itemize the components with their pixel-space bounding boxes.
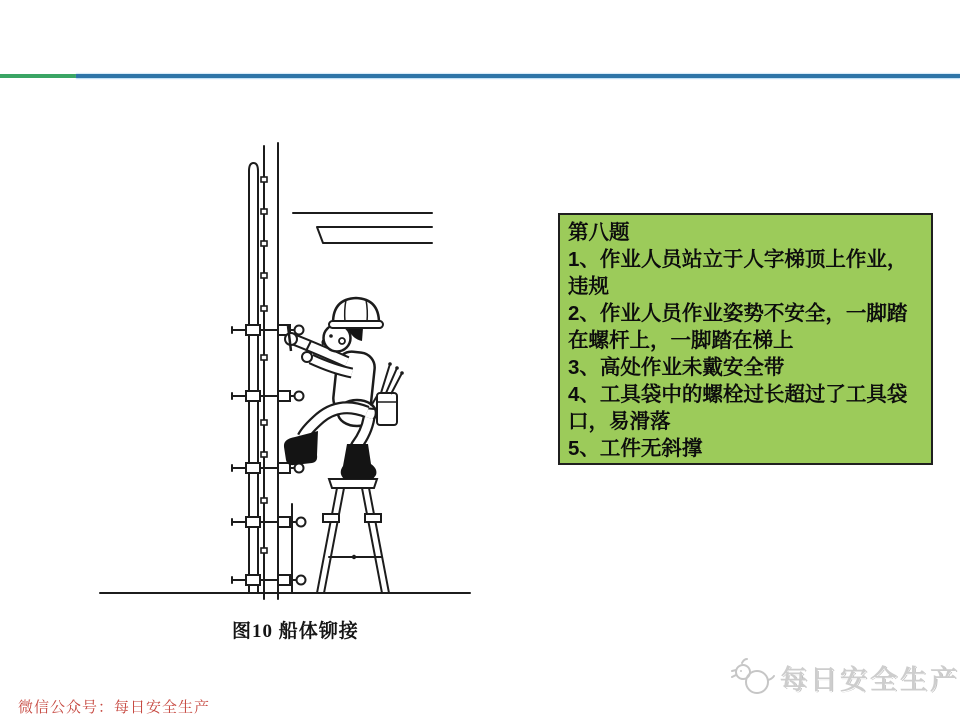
answer-box [558, 213, 933, 465]
ladder-right-leg [362, 488, 389, 593]
answer-line-2a: 2、作业人员作业姿势不安全，一脚踏 [568, 302, 908, 325]
answer-line-1a: 1、作业人员站立于人字梯顶上作业， [568, 248, 908, 271]
figure-caption: 图10 船体铆接 [232, 621, 359, 642]
divider-green-segment [0, 74, 76, 78]
ladder-top-board [329, 479, 377, 488]
bolt-row [232, 517, 306, 527]
ladder-hinge-right [365, 514, 381, 522]
answer-box-title: 第八题 [568, 221, 630, 244]
top-divider-line [0, 74, 960, 78]
top-shelf [293, 213, 432, 243]
worker-boot-on-ladder [341, 444, 377, 479]
watermark [730, 655, 960, 699]
hull-riveting-illustration [85, 110, 485, 610]
divider-blue-segment [76, 74, 960, 78]
ladder-left-leg [317, 488, 344, 593]
worker-eye [329, 334, 333, 338]
ladder-hinge-left [323, 514, 339, 522]
answer-line-5: 5、工件无斜撑 [568, 437, 703, 460]
bolt-row [232, 391, 304, 401]
answer-line-4a: 4、工具袋中的螺栓过长超过了工具袋 [568, 383, 908, 406]
answer-line-4b: 口，易滑落 [568, 410, 671, 433]
worker-hand-lower [302, 352, 312, 362]
helmet-brim [329, 321, 383, 328]
answer-line-2b: 在螺杆上，一脚踏在梯上 [568, 329, 794, 352]
worker-boot-on-bolt [284, 431, 318, 465]
hull-plate-left [249, 163, 258, 593]
answer-line-3: 3、高处作业未戴安全带 [568, 356, 785, 379]
stepladder [317, 479, 389, 593]
worker-figure [284, 298, 404, 479]
watermark-text: 每日安全生产 [780, 664, 960, 695]
protruding-bolts [381, 364, 402, 394]
bolt-row [232, 575, 306, 585]
answer-line-1b: 违规 [568, 275, 609, 298]
bird-logo-icon [730, 655, 776, 699]
wechat-account-label: 微信公众号：每日安全生产 [18, 699, 211, 716]
worker-helmet [333, 298, 379, 323]
structure-lines [100, 143, 470, 599]
